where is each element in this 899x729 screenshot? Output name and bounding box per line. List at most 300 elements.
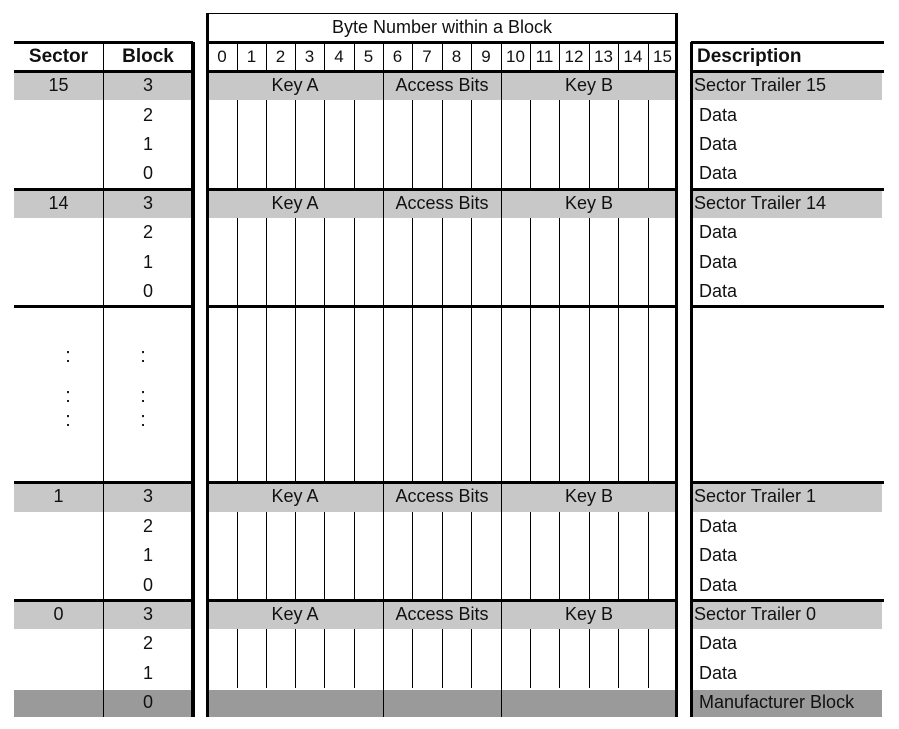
byte-number-1: 1	[246, 46, 257, 66]
trailer-key-a: Key A	[271, 192, 319, 213]
sector-number	[14, 277, 103, 306]
byte-divider	[354, 277, 355, 306]
title-box-top	[207, 13, 677, 14]
sector-number	[14, 688, 103, 717]
sector-rule-bytes	[207, 481, 677, 484]
byte-divider	[530, 247, 531, 276]
byte-number-11: 11	[535, 46, 554, 66]
byte-divider	[589, 247, 590, 276]
byte-number-6: 6	[392, 46, 403, 66]
data-label: Data	[699, 251, 738, 272]
byte-divider	[559, 277, 560, 306]
manufacturer-separator	[501, 688, 502, 717]
bytes-left-border	[206, 13, 209, 717]
block-number: 0	[142, 692, 153, 713]
byte-divider	[530, 130, 531, 159]
byte-divider	[266, 130, 267, 159]
byte-divider	[237, 512, 238, 541]
trailer-key-b: Key B	[564, 75, 614, 96]
byte-divider	[442, 512, 443, 541]
data-label: Data	[699, 163, 738, 184]
trailer-access-bits: Access Bits	[395, 75, 489, 96]
byte-divider	[295, 130, 296, 159]
byte-divider	[618, 159, 619, 188]
byte-divider	[648, 277, 649, 306]
data-label: Data	[699, 515, 738, 536]
byte-divider	[237, 100, 238, 129]
sector-number	[14, 659, 103, 688]
byte-divider	[266, 218, 267, 247]
header-byte-divider	[266, 42, 267, 71]
trailer-separator	[501, 482, 502, 511]
byte-divider	[237, 570, 238, 599]
byte-divider	[354, 130, 355, 159]
block-number: 1	[142, 545, 153, 566]
byte-divider	[295, 159, 296, 188]
byte-divider	[383, 277, 384, 306]
byte-divider	[648, 159, 649, 188]
byte-divider	[471, 570, 472, 599]
data-label: Data	[699, 633, 738, 654]
trailer-key-a: Key A	[271, 486, 319, 507]
byte-divider	[442, 100, 443, 129]
byte-divider	[324, 218, 325, 247]
byte-divider	[412, 247, 413, 276]
byte-divider	[501, 159, 502, 188]
byte-divider	[266, 659, 267, 688]
sector-column-header: Sector	[28, 45, 89, 67]
header-byte-divider	[618, 42, 619, 71]
sector-block-divider	[103, 42, 104, 717]
byte-divider	[471, 247, 472, 276]
byte-divider	[237, 277, 238, 306]
sector-rule-bytes	[207, 41, 677, 44]
byte-divider	[501, 100, 502, 129]
byte-divider	[237, 541, 238, 570]
header-byte-divider	[442, 42, 443, 71]
block-number: 2	[142, 515, 153, 536]
byte-divider	[324, 247, 325, 276]
byte-divider	[324, 130, 325, 159]
description-left-border	[690, 42, 693, 717]
trailer-key-b: Key B	[564, 486, 614, 507]
trailer-access-bits: Access Bits	[395, 486, 489, 507]
byte-divider	[589, 659, 590, 688]
byte-divider	[412, 218, 413, 247]
byte-divider	[618, 277, 619, 306]
byte-divider	[354, 247, 355, 276]
byte-divider	[324, 629, 325, 658]
byte-divider	[648, 130, 649, 159]
sector-number: 15	[48, 75, 69, 96]
byte-divider	[383, 570, 384, 599]
byte-divider	[559, 541, 560, 570]
byte-divider	[442, 130, 443, 159]
trailer-separator	[501, 189, 502, 218]
sector-rule-bytes	[207, 305, 677, 308]
row-shade-bytes	[207, 690, 677, 717]
byte-divider	[354, 629, 355, 658]
byte-divider	[324, 512, 325, 541]
byte-divider	[266, 277, 267, 306]
sector-number: 1	[53, 486, 64, 507]
byte-divider	[559, 659, 560, 688]
byte-divider	[471, 100, 472, 129]
byte-divider	[530, 218, 531, 247]
byte-divider	[383, 512, 384, 541]
sector-rule-desc	[691, 70, 884, 73]
byte-divider	[471, 218, 472, 247]
byte-divider	[442, 541, 443, 570]
byte-divider	[589, 100, 590, 129]
byte-divider	[530, 159, 531, 188]
byte-divider	[648, 100, 649, 129]
byte-divider	[412, 541, 413, 570]
byte-divider	[266, 247, 267, 276]
byte-divider	[618, 629, 619, 658]
data-label: Data	[699, 280, 738, 301]
byte-divider	[648, 306, 649, 482]
trailer-separator	[501, 71, 502, 100]
byte-divider	[354, 570, 355, 599]
byte-divider	[589, 629, 590, 658]
data-label: Data	[699, 222, 738, 243]
byte-divider	[295, 541, 296, 570]
byte-divider	[295, 659, 296, 688]
byte-divider	[648, 218, 649, 247]
byte-divider	[354, 100, 355, 129]
byte-divider	[324, 306, 325, 482]
ellipsis-block: :	[140, 409, 146, 432]
byte-divider	[295, 306, 296, 482]
byte-number-7: 7	[422, 46, 432, 66]
sector-number	[14, 247, 103, 276]
byte-divider	[530, 659, 531, 688]
data-label: Data	[699, 133, 738, 154]
byte-divider	[442, 159, 443, 188]
byte-divider	[442, 570, 443, 599]
trailer-key-b: Key B	[564, 603, 614, 624]
block-number: 3	[142, 192, 153, 213]
byte-divider	[412, 570, 413, 599]
byte-divider	[295, 247, 296, 276]
byte-divider	[559, 100, 560, 129]
byte-divider	[589, 218, 590, 247]
block-number: 3	[142, 486, 153, 507]
byte-divider	[295, 100, 296, 129]
sector-number	[14, 130, 103, 159]
byte-divider	[383, 218, 384, 247]
block-number: 0	[142, 163, 153, 184]
sector-number	[14, 629, 103, 658]
trailer-access-bits: Access Bits	[395, 603, 489, 624]
header-byte-divider	[324, 42, 325, 71]
byte-divider	[618, 306, 619, 482]
header-byte-divider	[501, 42, 502, 71]
byte-divider	[237, 159, 238, 188]
byte-divider	[412, 100, 413, 129]
byte-divider	[501, 659, 502, 688]
description-column-header: Description	[697, 45, 802, 67]
byte-divider	[412, 512, 413, 541]
byte-number-14: 14	[623, 46, 643, 66]
trailer-separator	[383, 482, 384, 511]
byte-number-5: 5	[363, 46, 374, 66]
byte-divider	[501, 541, 502, 570]
byte-divider	[589, 159, 590, 188]
sector-rule-desc	[691, 188, 884, 191]
byte-divider	[559, 306, 560, 482]
byte-divider	[471, 512, 472, 541]
byte-divider	[530, 277, 531, 306]
sector-rule-desc	[691, 481, 884, 484]
byte-divider	[501, 218, 502, 247]
byte-divider	[530, 100, 531, 129]
byte-divider	[295, 629, 296, 658]
byte-divider	[266, 306, 267, 482]
block-column-header: Block	[122, 45, 174, 67]
byte-divider	[501, 306, 502, 482]
byte-divider	[589, 570, 590, 599]
byte-divider	[412, 306, 413, 482]
byte-divider	[471, 659, 472, 688]
data-label: Data	[699, 662, 738, 683]
byte-divider	[266, 159, 267, 188]
byte-divider	[237, 218, 238, 247]
header-byte-divider	[589, 42, 590, 71]
bytes-right-border	[675, 13, 678, 717]
byte-divider	[324, 541, 325, 570]
byte-divider	[618, 130, 619, 159]
sector-rule-bytes	[207, 599, 677, 602]
byte-divider	[648, 570, 649, 599]
byte-divider	[383, 130, 384, 159]
byte-divider	[412, 130, 413, 159]
byte-divider	[530, 629, 531, 658]
byte-divider	[324, 659, 325, 688]
byte-divider	[471, 306, 472, 482]
sector-trailer-label: Sector Trailer 15	[694, 75, 827, 96]
byte-divider	[354, 159, 355, 188]
byte-divider	[383, 541, 384, 570]
byte-divider	[530, 541, 531, 570]
byte-divider	[618, 659, 619, 688]
block-column-right-border	[191, 42, 195, 717]
trailer-separator	[383, 600, 384, 629]
byte-divider	[589, 130, 590, 159]
byte-divider	[618, 100, 619, 129]
ellipsis-block: :	[140, 385, 146, 408]
sector-rule-bytes	[207, 188, 677, 191]
byte-divider	[589, 512, 590, 541]
byte-divider	[383, 306, 384, 482]
byte-divider	[589, 541, 590, 570]
byte-divider	[618, 218, 619, 247]
byte-divider	[237, 306, 238, 482]
ellipsis-sector: :	[65, 345, 71, 368]
byte-divider	[295, 570, 296, 599]
byte-divider	[324, 277, 325, 306]
byte-divider	[383, 659, 384, 688]
byte-number-8: 8	[451, 46, 462, 66]
byte-divider	[648, 541, 649, 570]
trailer-separator	[383, 71, 384, 100]
header-byte-divider	[383, 42, 384, 71]
byte-number-15: 15	[653, 46, 672, 66]
byte-divider	[618, 247, 619, 276]
byte-divider	[266, 100, 267, 129]
byte-divider	[471, 541, 472, 570]
sector-rule-desc	[691, 41, 884, 44]
byte-number-0: 0	[217, 46, 227, 66]
sector-trailer-label: Sector Trailer 1	[694, 486, 817, 507]
block-number: 1	[142, 251, 153, 272]
sector-rule-desc	[691, 305, 884, 308]
byte-divider	[471, 159, 472, 188]
byte-divider	[295, 218, 296, 247]
byte-divider	[530, 512, 531, 541]
data-label: Data	[699, 104, 738, 125]
byte-divider	[442, 247, 443, 276]
byte-number-12: 12	[564, 46, 584, 66]
byte-divider	[237, 629, 238, 658]
byte-divider	[383, 159, 384, 188]
block-number: 0	[142, 280, 153, 301]
data-label: Data	[699, 545, 738, 566]
header-byte-divider	[412, 42, 413, 71]
byte-divider	[589, 306, 590, 482]
block-number: 2	[142, 222, 153, 243]
trailer-key-b: Key B	[564, 192, 614, 213]
byte-number-title: Byte Number within a Block	[331, 17, 553, 37]
byte-divider	[324, 159, 325, 188]
sector-number: 14	[48, 192, 69, 213]
sector-number	[14, 541, 103, 570]
sector-number: 0	[53, 603, 64, 624]
sector-number	[14, 159, 103, 188]
header-byte-divider	[471, 42, 472, 71]
byte-divider	[237, 130, 238, 159]
byte-divider	[383, 100, 384, 129]
byte-divider	[237, 247, 238, 276]
byte-divider	[266, 629, 267, 658]
trailer-access-bits: Access Bits	[395, 192, 489, 213]
sector-number	[14, 218, 103, 247]
byte-divider	[501, 570, 502, 599]
byte-divider	[237, 659, 238, 688]
byte-divider	[471, 277, 472, 306]
byte-number-10: 10	[506, 46, 525, 66]
byte-divider	[266, 541, 267, 570]
byte-number-9: 9	[481, 46, 491, 66]
trailer-key-a: Key A	[271, 603, 319, 624]
header-byte-divider	[237, 42, 238, 71]
byte-divider	[501, 247, 502, 276]
sector-trailer-label: Sector Trailer 0	[694, 603, 817, 624]
byte-divider	[442, 659, 443, 688]
byte-divider	[442, 218, 443, 247]
byte-divider	[442, 277, 443, 306]
sector-number	[14, 570, 103, 599]
byte-number-3: 3	[304, 46, 315, 66]
byte-divider	[559, 570, 560, 599]
header-byte-divider	[530, 42, 531, 71]
block-number: 3	[142, 75, 153, 96]
ellipsis-sector: :	[65, 385, 71, 408]
header-byte-divider	[559, 42, 560, 71]
byte-divider	[559, 130, 560, 159]
sector-rule-desc	[691, 599, 884, 602]
byte-divider	[471, 130, 472, 159]
byte-divider	[442, 629, 443, 658]
byte-number-2: 2	[275, 46, 286, 66]
sector-trailer-label: Sector Trailer 14	[694, 192, 827, 213]
block-number: 0	[142, 574, 153, 595]
block-number: 1	[142, 133, 153, 154]
byte-divider	[266, 570, 267, 599]
byte-divider	[412, 659, 413, 688]
byte-divider	[383, 629, 384, 658]
byte-divider	[559, 629, 560, 658]
byte-divider	[501, 277, 502, 306]
byte-divider	[501, 130, 502, 159]
byte-divider	[354, 541, 355, 570]
data-label: Data	[699, 574, 738, 595]
header-byte-divider	[354, 42, 355, 71]
byte-divider	[471, 629, 472, 658]
byte-divider	[559, 159, 560, 188]
byte-number-13: 13	[594, 46, 613, 66]
byte-divider	[559, 512, 560, 541]
byte-divider	[559, 218, 560, 247]
byte-divider	[295, 512, 296, 541]
manufacturer-separator	[383, 688, 384, 717]
trailer-separator	[501, 600, 502, 629]
byte-divider	[412, 629, 413, 658]
byte-divider	[501, 512, 502, 541]
byte-divider	[412, 277, 413, 306]
byte-divider	[354, 218, 355, 247]
block-number: 3	[142, 603, 153, 624]
manufacturer-block-label: Manufacturer Block	[699, 692, 855, 713]
byte-divider	[324, 570, 325, 599]
byte-divider	[501, 629, 502, 658]
sector-rule-bytes	[207, 70, 677, 73]
byte-divider	[618, 512, 619, 541]
byte-divider	[648, 629, 649, 658]
byte-divider	[618, 570, 619, 599]
sector-number	[14, 100, 103, 129]
ellipsis-block: :	[140, 345, 146, 368]
byte-divider	[530, 306, 531, 482]
byte-divider	[412, 159, 413, 188]
byte-divider	[383, 247, 384, 276]
byte-divider	[648, 512, 649, 541]
header-byte-divider	[648, 42, 649, 71]
byte-divider	[618, 541, 619, 570]
byte-number-4: 4	[334, 46, 344, 66]
ellipsis-sector: :	[65, 409, 71, 432]
byte-divider	[559, 247, 560, 276]
byte-divider	[354, 659, 355, 688]
trailer-separator	[383, 189, 384, 218]
trailer-key-a: Key A	[271, 75, 319, 96]
byte-divider	[648, 659, 649, 688]
byte-divider	[354, 512, 355, 541]
sector-number	[14, 512, 103, 541]
block-number: 2	[142, 633, 153, 654]
byte-divider	[295, 277, 296, 306]
